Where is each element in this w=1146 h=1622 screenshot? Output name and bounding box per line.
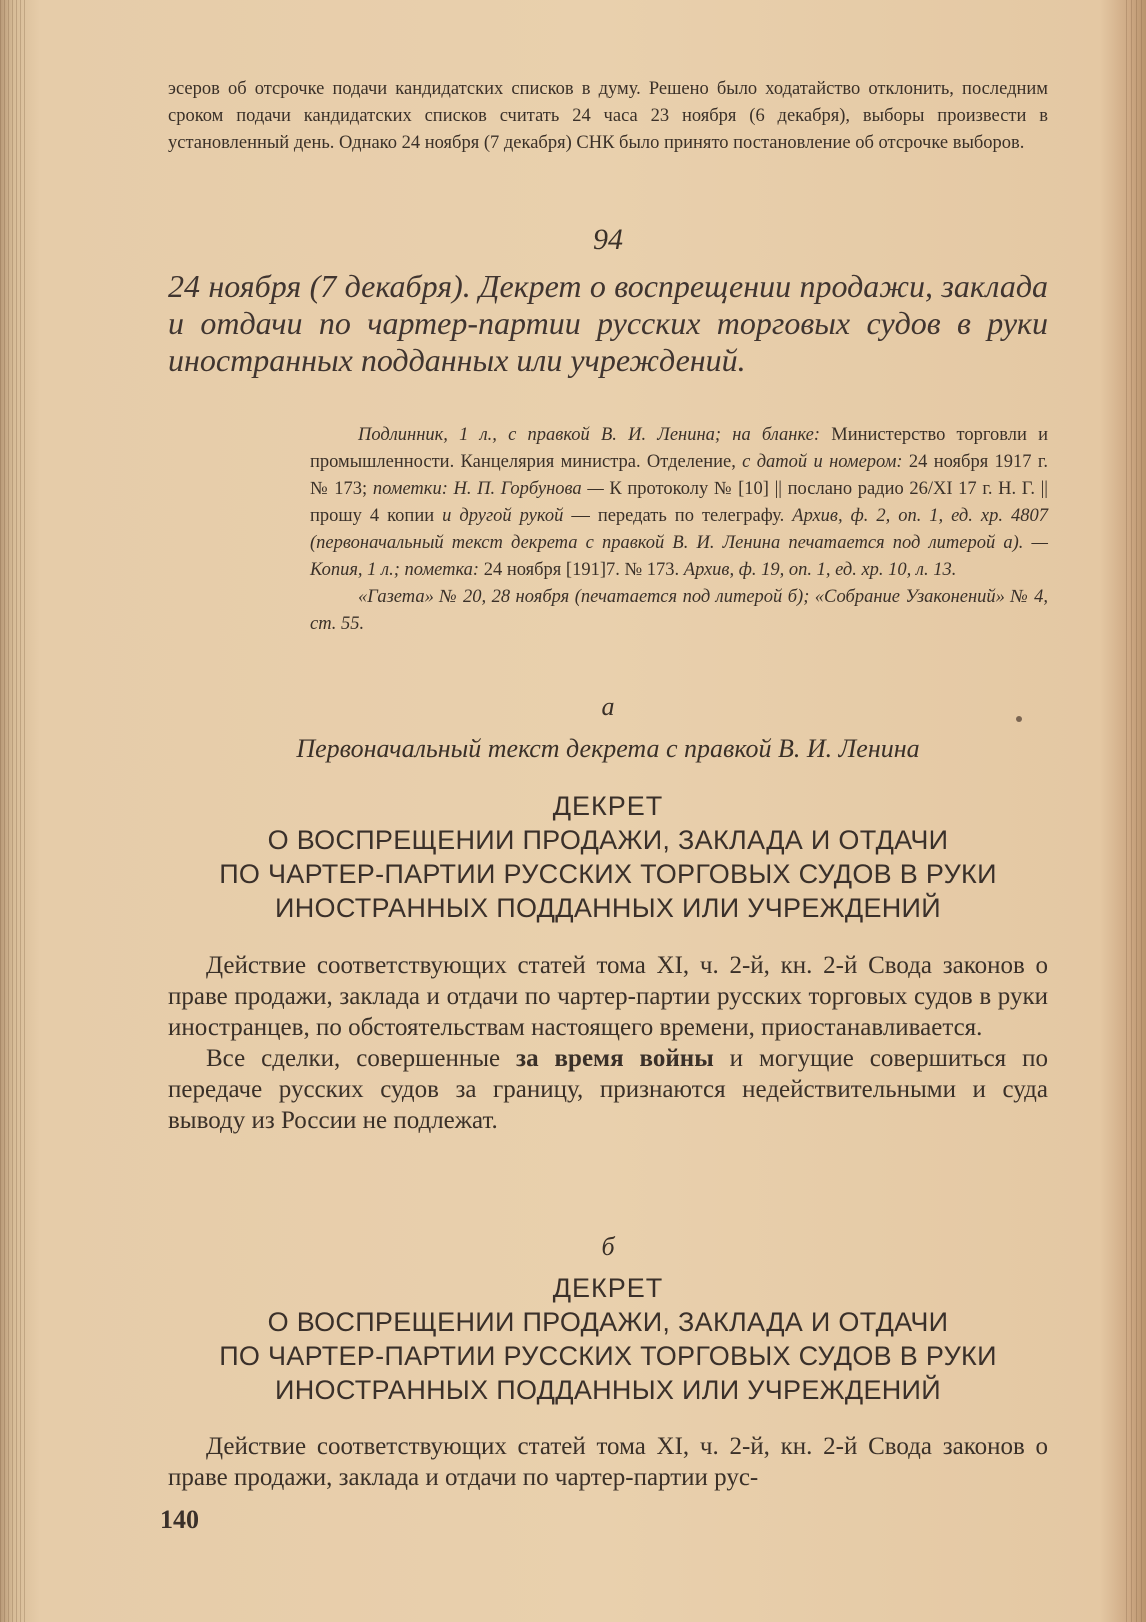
page-number: 140 (160, 1505, 199, 1534)
title-line: ПО ЧАРТЕР-ПАРТИИ РУССКИХ ТОРГОВЫХ СУДОВ В РУКИ (219, 859, 997, 889)
section-a-paragraph-1: Действие соответствующих статей тома XI, ч. 2-й, кн. 2-й Свода законов о праве продажи, заклада и отдачи по чартер-партии русских торговых судов в руки иностранцев, по обстоятельствам настоящего времени, приостанавливается. (168, 952, 1048, 1041)
section-b-paragraph-1: Действие соответствующих статей тома XI, ч. 2-й, кн. 2-й Свода законов о праве продажи, заклада и отдачи по чартер-партии рус- (168, 1433, 1048, 1491)
source-note-fragment: 24 ноября 1917 г. № 173; (310, 452, 1048, 499)
title-line: ДЕКРЕТ (552, 791, 664, 821)
source-note-fragment: К протоколу № [10] || послано радио 26/XI 17 г. Н. Г. || прошу 4 копии (310, 479, 1049, 526)
document-number: 94 (593, 223, 623, 256)
document-heading: 24 ноября (7 декабря). Декрет о воспрещении продажи, заклада и отдачи по чартер-партии русских торговых судов в руки иностранных подданных или учреждений. (168, 268, 1048, 378)
source-note (310, 422, 1048, 638)
page-edge-shadow (1126, 0, 1146, 1622)
paragraph-fragment: Все сделки, совершенные (206, 1045, 517, 1072)
section-a-subtitle: Первоначальный текст декрета с правкой В. И. Ленина (296, 734, 920, 763)
section-a-body (168, 950, 1048, 1136)
section-a-title (168, 789, 1048, 925)
title-line: ПО ЧАРТЕР-ПАРТИИ РУССКИХ ТОРГОВЫХ СУДОВ В РУКИ (219, 1341, 997, 1371)
section-b-body (168, 1431, 1048, 1493)
source-note-paragraph-2: «Газета» № 20, 28 ноября (печатается под литерой б); «Собрание Узаконений» № 4, ст. 55. (310, 587, 1048, 634)
section-b-letter: б (601, 1232, 615, 1261)
source-note-fragment: и другой рукой (442, 506, 564, 526)
title-line: ИНОСТРАННЫХ ПОДДАННЫХ ИЛИ УЧРЕЖДЕНИЙ (275, 1375, 941, 1405)
title-line: ИНОСТРАННЫХ ПОДДАННЫХ ИЛИ УЧРЕЖДЕНИЙ (275, 893, 941, 923)
section-b-title (168, 1271, 1048, 1407)
source-note-fragment: с датой и номером: (742, 452, 909, 472)
source-note-fragment: Архив, ф. 2, оп. 1, ед. хр. 4807 (первоначальный текст декрета с правкой В. И. Ленина печатается под литерой а). — Копия, 1 л.; пометка: (310, 506, 1048, 580)
source-note-fragment: Министерство торговли и промышленности. Канцелярия министра. Отделение, (310, 425, 1048, 472)
source-note-fragment: 24 ноября [191]7. № 173. (483, 560, 684, 580)
source-note-fragment: пометки: Н. П. Горбунова — (372, 479, 610, 499)
paragraph-fragment-bold: за время войны (516, 1045, 714, 1072)
section-a-paragraph-2 (168, 1043, 1048, 1136)
source-note-paragraph-1 (310, 422, 1048, 584)
page-spine-shadow (0, 0, 26, 1622)
title-line: ДЕКРЕТ (552, 1273, 664, 1303)
title-line: О ВОСПРЕЩЕНИИ ПРОДАЖИ, ЗАКЛАДА И ОТДАЧИ (267, 1307, 949, 1337)
paragraph-fragment: и могущие совершиться по передаче русских судов за границу, признаются недействительными и суда выводу из России не подлежат. (168, 1045, 1048, 1134)
section-a-letter: а (601, 692, 615, 721)
title-line: О ВОСПРЕЩЕНИИ ПРОДАЖИ, ЗАКЛАДА И ОТДАЧИ (267, 825, 949, 855)
source-note-fragment: — передать по телеграфу. (563, 506, 793, 526)
paper-speck (1016, 716, 1022, 722)
source-note-fragment: Подлинник, 1 л., с правкой В. И. Ленина; на бланке: (358, 425, 832, 445)
intro-paragraph: эсеров об отсрочке подачи кандидатских списков в думу. Решено было ходатайство отклонить, последним сроком подачи кандидатских списков считать 24 часа 23 ноября (6 декабря), выборы произвести в установленный день. Однако 24 ноября (7 декабря) СНК было принято постановление об отсрочке выборов. (168, 79, 1048, 153)
source-note-fragment: Архив, ф. 19, оп. 1, ед. хр. 10, л. 13. (683, 560, 957, 580)
